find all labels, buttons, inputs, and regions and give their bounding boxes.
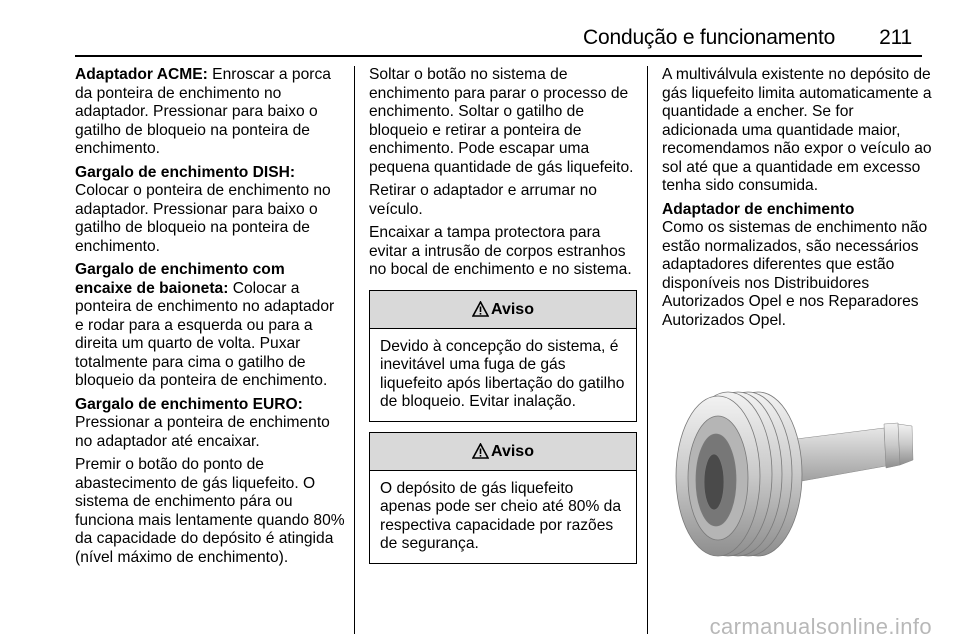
warning-box <box>369 432 637 564</box>
column-3 <box>662 66 932 335</box>
paragraph-text: Colocar o ponteira de enchimento no adaptador. Pressionar para baixo o gatilho de bloqueio na ponteira de enchimento. <box>75 182 331 255</box>
paragraph-label: Gargalo de enchimento com encaixe de baioneta: <box>75 261 285 297</box>
paragraph: Premir o botão do ponto de abastecimento de gás liquefeito. O sistema de enchimento pára ou funciona mais lentamente quando 80% da capacidade do depósito é atingida (nível máximo de enchimento). <box>75 456 345 566</box>
paragraph: A multiválvula existente no depósito de gás liquefeito limita automaticamente a quantidade a encher. Se for adicionada uma quantidade maior, recomendamos não expor o veículo ao sol até que a quantidade em excesso tenha sido consumida. <box>662 66 932 194</box>
page-header <box>583 26 912 50</box>
watermark: carmanualsonline.info <box>709 614 932 639</box>
warning-triangle-icon <box>472 301 489 317</box>
column-2 <box>369 66 637 572</box>
paragraph-label: Adaptador ACME: <box>75 66 208 83</box>
paragraph: Como os sistemas de enchimento não estão normalizados, são necessários adaptadores diferentes que estão disponíveis nos Distribuidores Autorizados Opel e nos Reparadores Autorizados Opel. <box>662 219 928 329</box>
paragraph: Soltar o botão no sistema de enchimento para parar o processo de enchimento. Soltar o gatilho de bloqueio e retirar a ponteira de enchimento. Pode escapar uma pequena quantidade de gás liquefeito. <box>369 66 634 176</box>
paragraph: Encaixar a tampa protectora para evitar a intrusão de corpos estranhos no bocal de enchimento e no sistema. <box>369 224 632 278</box>
paragraph <box>75 396 345 452</box>
paragraph: Retirar o adaptador e arrumar no veículo. <box>369 182 597 218</box>
column-divider <box>647 66 648 634</box>
paragraph <box>75 66 345 159</box>
paragraph-label: Gargalo de enchimento DISH: <box>75 163 296 181</box>
warning-box <box>369 290 637 422</box>
paragraph-text: Pressionar a ponteira de enchimento no adaptador até encaixar. <box>75 414 330 450</box>
warning-title <box>370 433 636 471</box>
warning-body: Devido à concepção do sistema, é inevitável uma fuga de gás liquefeito após libertação do gatilho de bloqueio. Evitar inalação. <box>380 337 625 410</box>
paragraph <box>75 261 345 391</box>
filling-adapter-illustration <box>662 362 930 572</box>
page-number: 211 <box>879 26 912 49</box>
section-title: Condução e funcionamento <box>583 26 836 49</box>
column-divider <box>354 66 355 634</box>
header-rule <box>75 55 922 57</box>
paragraph <box>75 164 345 257</box>
section-subheading: Adaptador de enchimento <box>662 200 855 218</box>
column-1 <box>75 66 345 572</box>
paragraph-text: Colocar a ponteira de enchimento no adaptador e rodar para a esquerda ou para a direita um quarto de volta. Puxar totalmente para cima o gatilho de bloqueio da ponteira de enchimento. <box>75 279 335 389</box>
warning-title-text: Aviso <box>491 300 534 318</box>
warning-triangle-icon <box>472 443 489 459</box>
warning-body: O depósito de gás liquefeito apenas pode ser cheio até 80% da respectiva capacidade por razões de segurança. <box>380 479 622 552</box>
warning-title-text: Aviso <box>491 442 534 460</box>
warning-title <box>370 291 636 329</box>
paragraph-label: Gargalo de enchimento EURO: <box>75 395 303 413</box>
filling-adapter-drawing <box>662 362 930 572</box>
paragraph-text: Enroscar a porca da ponteira de enchimento no adaptador. Pressionar para baixo o gatilho de bloqueio na ponteira de enchimento. <box>75 66 331 157</box>
